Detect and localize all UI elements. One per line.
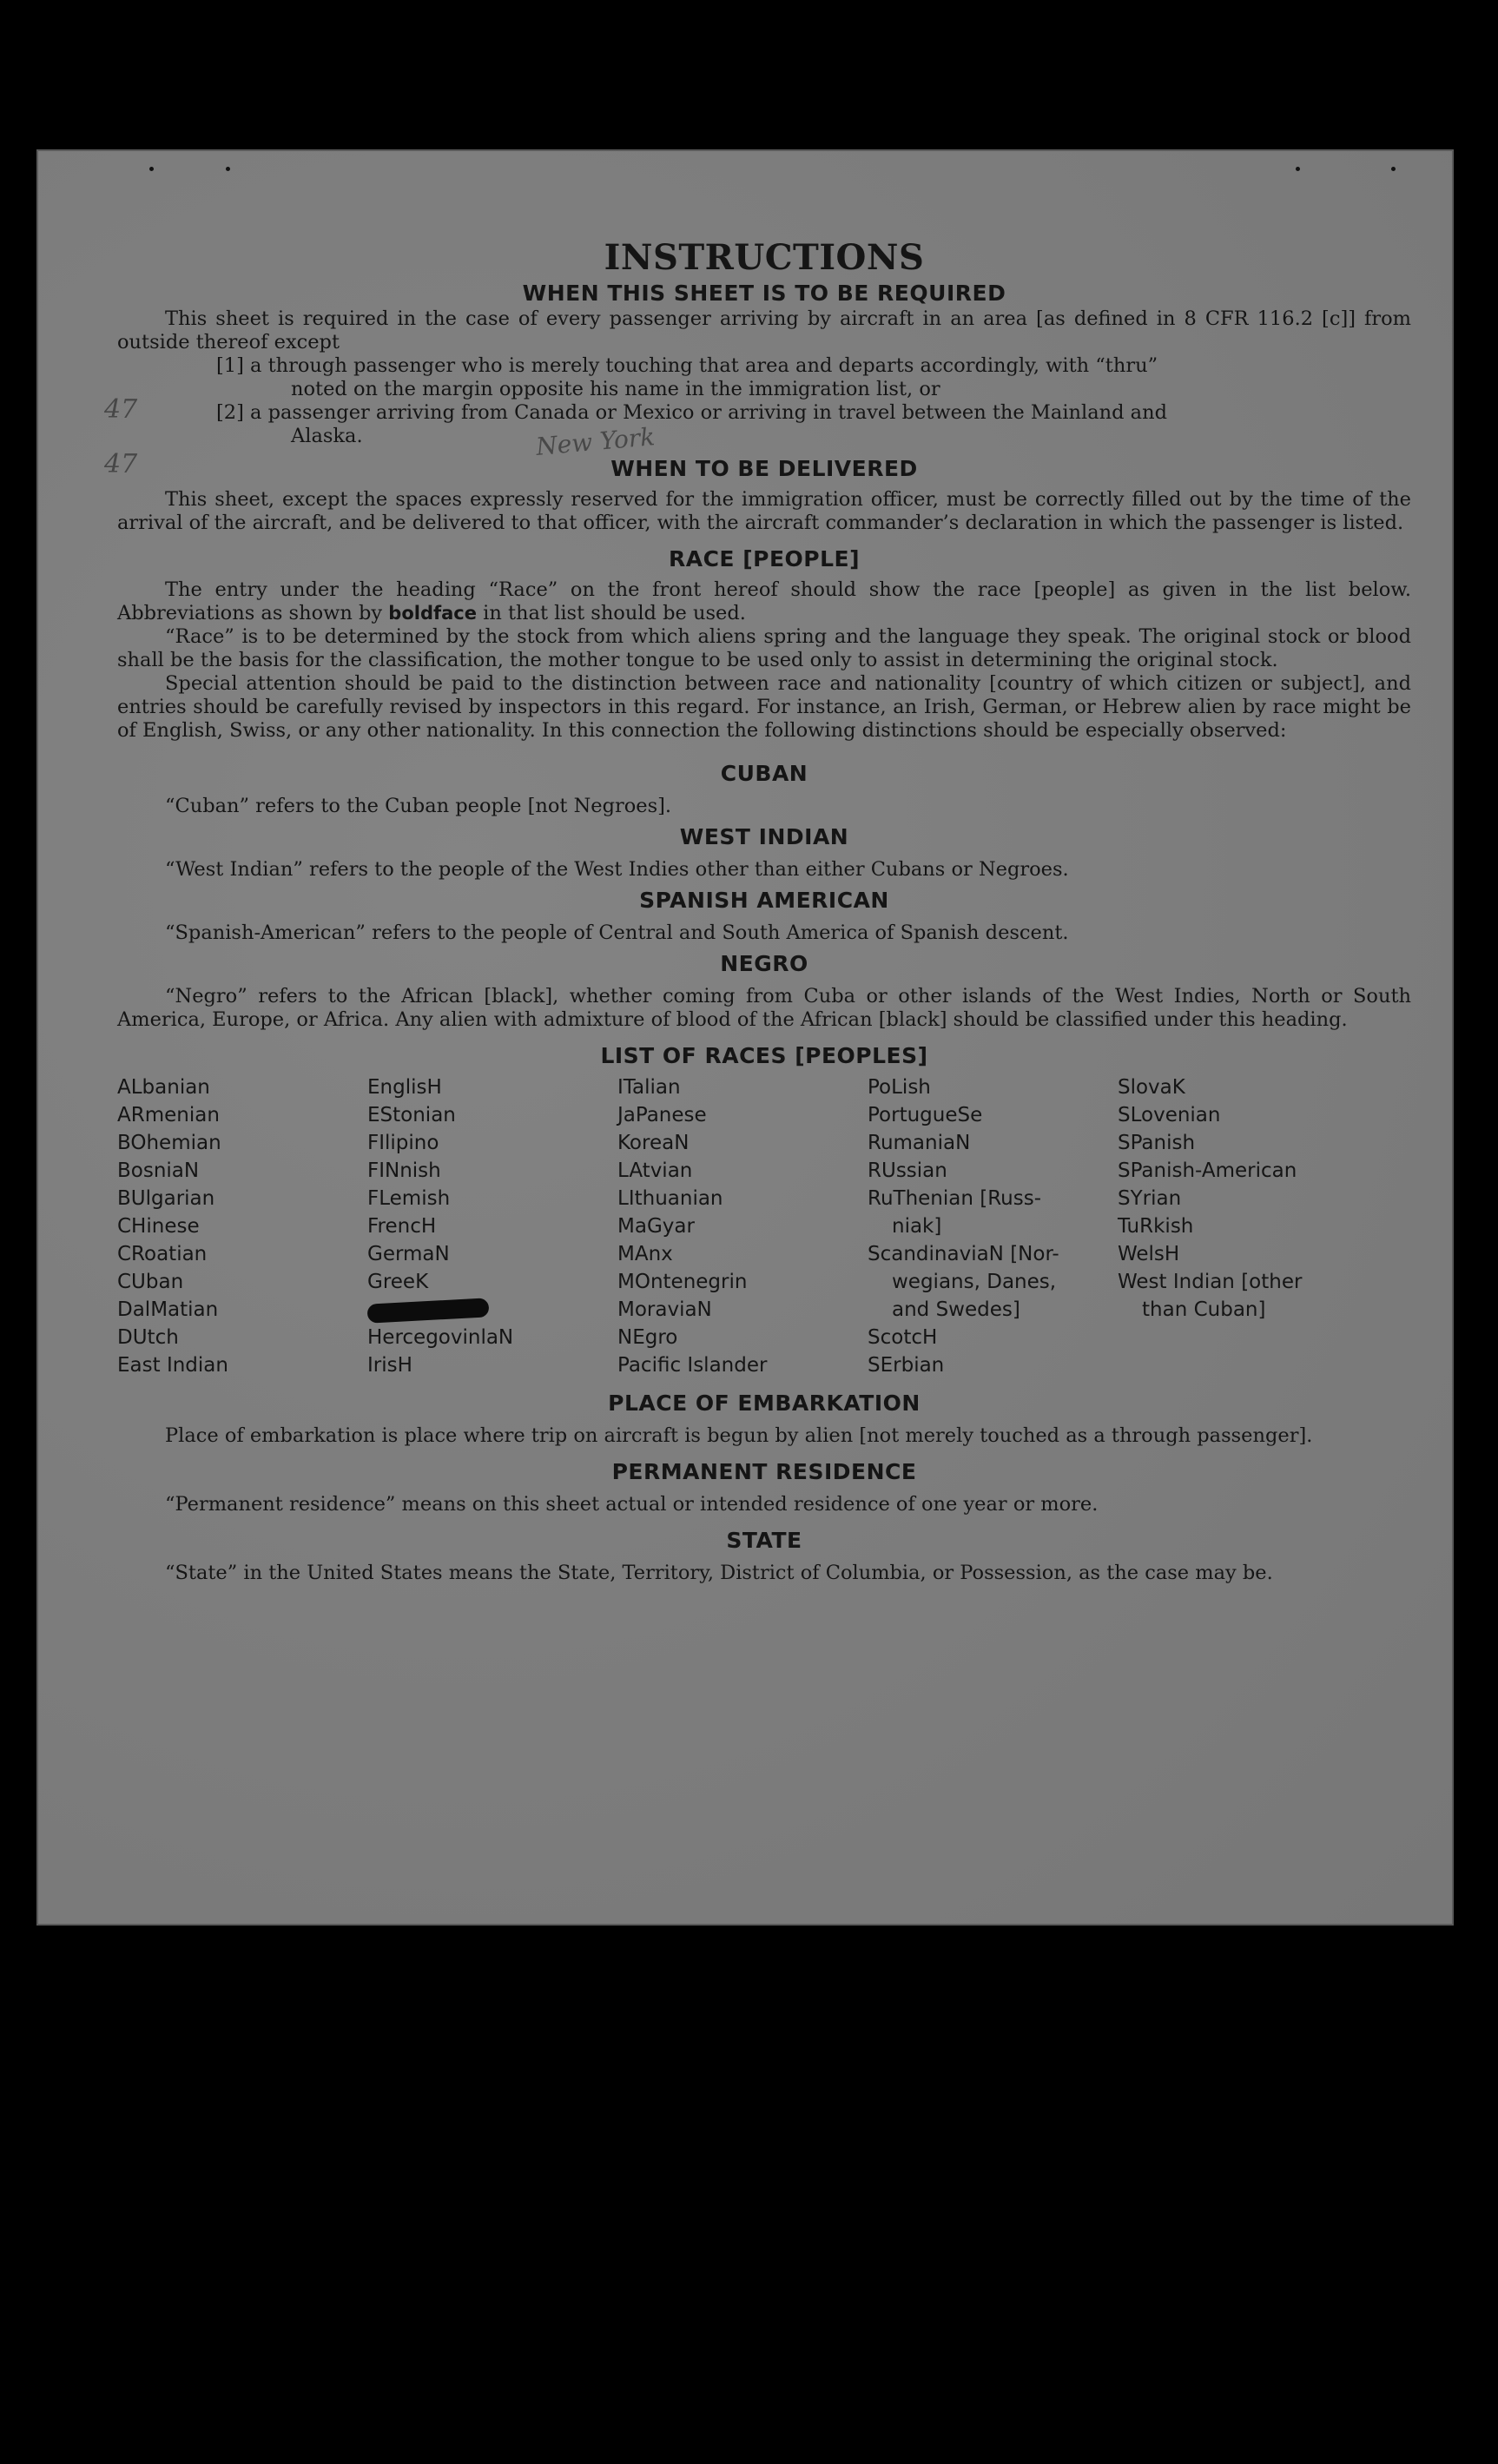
race-item: NEgro <box>617 1326 678 1349</box>
state-text: “State” in the United States means the State, Territory, District of Columbia, or Possession, as the case may be. <box>165 1562 1273 1584</box>
race-item: PoLish <box>868 1076 931 1099</box>
race-item: ScandinaviaN [Nor- <box>868 1243 1059 1265</box>
heading-place-of-embarkation: PLACE OF EMBARKATION <box>608 1391 921 1416</box>
race-item: CHinese <box>117 1215 200 1238</box>
race-item: West Indian [other <box>1118 1271 1303 1293</box>
race-item: CRoatian <box>117 1243 208 1265</box>
race-item: EStonian <box>367 1104 456 1126</box>
race-item: DalMatian <box>117 1298 219 1321</box>
race-item: RUssian <box>868 1159 947 1182</box>
race-item: TuRkish <box>1118 1215 1194 1238</box>
heading-cuban: CUBAN <box>720 761 808 786</box>
race-item: FrencH <box>367 1215 437 1238</box>
race-item: DUtch <box>117 1326 179 1349</box>
races-column-4 <box>868 1073 1118 1379</box>
race-item: wegians, Danes, <box>892 1271 1057 1293</box>
race-item: IrisH <box>367 1354 412 1377</box>
race-paragraph-1: The entry under the heading “Race” on the front hereof should show the race [people] as given in the list below. Abbreviations as shown by boldface in that list should be used. <box>117 578 1411 624</box>
heading-negro: NEGRO <box>720 951 808 976</box>
west-indian-text: “West Indian” refers to the people of the West Indies other than either Cubans or Negroes. <box>165 858 1069 881</box>
race-item: MAnx <box>617 1243 673 1265</box>
race-item: East Indian <box>117 1354 228 1377</box>
race-item: BOhemian <box>117 1132 221 1154</box>
redaction-mark <box>367 1298 490 1323</box>
exception-1-line-1: [1] a through passenger who is merely touching that area and departs accordingly, with “thru” <box>216 354 1158 377</box>
handwritten-mark-2: 47 <box>104 449 138 479</box>
heading-state: STATE <box>726 1528 802 1553</box>
when-delivered-text: This sheet, except the spaces expressly reserved for the immigration officer, must be correctly filled out by the time of the arrival of the aircraft, and be delivered to that officer, with the aircraft commander’s declaration in which the passenger is listed. <box>117 488 1411 534</box>
race-item: GermaN <box>367 1243 450 1265</box>
race-paragraph-2: “Race” is to be determined by the stock from which aliens spring and the language they speak. The original stock or blood shall be the basis for the classification, the mother tongue to be used only to assist in determining the original stock. <box>117 625 1411 671</box>
race-item: HercegovinlaN <box>367 1326 514 1349</box>
when-required-intro: This sheet is required in the case of every passenger arriving by aircraft in an area [as defined in 8 CFR 116.2 [c]] from outside thereof except <box>117 307 1411 353</box>
race-item: ITalian <box>617 1076 681 1099</box>
negro-text: “Negro” refers to the African [black], whether coming from Cuba or other islands of the West Indies, North or South America, Europe, or Africa. Any alien with admixture of blood of the African [black] should be classified under this heading. <box>117 985 1411 1031</box>
race-item: ScotcH <box>868 1326 938 1349</box>
race-item: WelsH <box>1118 1243 1180 1265</box>
race-item: SYrian <box>1118 1187 1182 1210</box>
races-column-5 <box>1118 1073 1378 1379</box>
cuban-text: “Cuban” refers to the Cuban people [not Negroes]. <box>165 795 672 817</box>
exception-1-line-2: noted on the margin opposite his name in the immigration list, or <box>291 378 940 400</box>
race-item: FINnish <box>367 1159 441 1182</box>
race-item: KoreaN <box>617 1132 690 1154</box>
punch-dots <box>36 167 1454 175</box>
race-item: BUlgarian <box>117 1187 215 1210</box>
race-item: JaPanese <box>617 1104 707 1126</box>
page-title: INSTRUCTIONS <box>604 237 925 278</box>
race-item: SErbian <box>868 1354 945 1377</box>
race-item: PortugueSe <box>868 1104 983 1126</box>
exception-2-line-1: [2] a passenger arriving from Canada or Mexico or arriving in travel between the Mainland and <box>216 401 1167 424</box>
race-item: and Swedes] <box>892 1298 1020 1321</box>
races-column-3 <box>617 1073 868 1379</box>
race-item: CUban <box>117 1271 184 1293</box>
spanish-american-text: “Spanish-American” refers to the people of Central and South America of Spanish descent. <box>165 922 1069 944</box>
exception-2-line-2: Alaska. <box>291 425 363 447</box>
heading-race: RACE [PEOPLE] <box>668 546 861 571</box>
races-list <box>117 1073 1411 1379</box>
heading-west-indian: WEST INDIAN <box>679 824 849 849</box>
race-item: than Cuban] <box>1142 1298 1266 1321</box>
handwritten-mark-3: New York <box>534 422 657 461</box>
race-item: SLovenian <box>1118 1104 1221 1126</box>
heading-list-of-races: LIST OF RACES [PEOPLES] <box>600 1043 928 1068</box>
race-item: FLemish <box>367 1187 451 1210</box>
document-sheet <box>36 149 1454 1926</box>
race-paragraph-3: Special attention should be paid to the distinction between race and nationality [country of which citizen or subject], and entries should be carefully revised by inspectors in this regard. For instance, an Irish, German, or Hebrew alien by race might be of English, Swiss, or any other nationality. In this connection the following distinctions should be especially observed: <box>117 672 1411 742</box>
residence-text: “Permanent residence” means on this sheet actual or intended residence of one year or more. <box>165 1493 1099 1516</box>
race-item: MOntenegrin <box>617 1271 748 1293</box>
race-item: SPanish <box>1118 1132 1196 1154</box>
race-item: LAtvian <box>617 1159 693 1182</box>
race-item: SPanish-American <box>1118 1159 1297 1182</box>
race-item: EnglisH <box>367 1076 442 1099</box>
heading-spanish-american: SPANISH AMERICAN <box>639 888 889 913</box>
handwritten-mark-1: 47 <box>104 394 138 425</box>
race-item: MoraviaN <box>617 1298 712 1321</box>
heading-when-delivered: WHEN TO BE DELIVERED <box>610 456 918 481</box>
race-item: FIlipino <box>367 1132 439 1154</box>
race-item: ALbanian <box>117 1076 210 1099</box>
race-item: SlovaK <box>1118 1076 1185 1099</box>
race-item: MaGyar <box>617 1215 695 1238</box>
race-item: RumaniaN <box>868 1132 971 1154</box>
race-item: niak] <box>892 1215 942 1238</box>
races-column-1 <box>117 1073 367 1379</box>
race-item: RuThenian [Russ- <box>868 1187 1042 1210</box>
instructions-content <box>117 236 1411 1585</box>
heading-permanent-residence: PERMANENT RESIDENCE <box>611 1459 917 1484</box>
race-item: LIthuanian <box>617 1187 723 1210</box>
redacted-entry <box>367 1296 617 1324</box>
race-item: GreeK <box>367 1271 429 1293</box>
race-item: BosniaN <box>117 1159 200 1182</box>
race-item: ARmenian <box>117 1104 220 1126</box>
race-item: Pacific Islander <box>617 1354 768 1377</box>
races-column-2 <box>367 1073 617 1379</box>
embarkation-text: Place of embarkation is place where trip on aircraft is begun by alien [not merely touched as a through passenger]. <box>165 1424 1313 1447</box>
heading-when-required: WHEN THIS SHEET IS TO BE REQUIRED <box>522 281 1006 306</box>
